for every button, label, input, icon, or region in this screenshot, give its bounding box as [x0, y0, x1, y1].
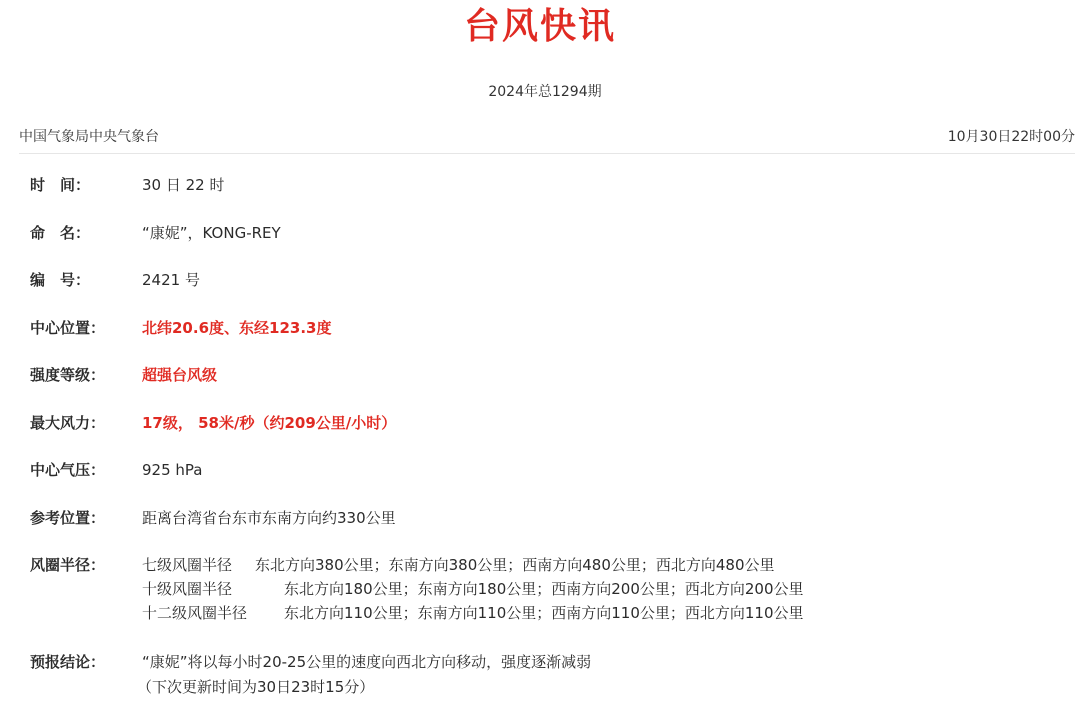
page-title: 台风快讯 [463, 6, 616, 47]
pressure-label: 中心气压： [30, 461, 106, 479]
name-label: 命 名： [30, 224, 91, 242]
time-label: 时 间： [30, 176, 91, 194]
forecast-line-1: “康妮”将以每小时20-25公里的速度向西北方向移动，强度逐渐减弱 [142, 653, 592, 671]
center-position-label: 中心位置： [30, 319, 106, 337]
wind-radius-row-12 [142, 602, 804, 624]
reference-value: 距离台湾省台东市东南方向约330公里 [142, 509, 396, 527]
intensity-label: 强度等级： [30, 366, 106, 384]
reference-label: 参考位置： [30, 509, 106, 527]
wind-radius-details: 东北方向110公里；东南方向110公里；西南方向110公里；西北方向110公里 [284, 604, 804, 622]
pressure-value: 925 hPa [142, 461, 203, 479]
number-label: 编 号： [30, 271, 91, 289]
publish-timestamp: 10月30日22时00分 [947, 129, 1075, 145]
wind-radius-category: 十二级风圈半径 [142, 604, 248, 622]
time-value: 30 日 22 时 [142, 176, 225, 194]
wind-radius-details: 东北方向180公里；东南方向180公里；西南方向200公里；西北方向200公里 [284, 580, 804, 598]
header-divider [19, 153, 1075, 154]
intensity-value: 超强台风级 [142, 366, 218, 384]
number-value: 2421 号 [142, 271, 200, 289]
forecast-label: 预报结论： [30, 653, 106, 671]
center-position-value: 北纬20.6度、东经123.3度 [142, 319, 332, 337]
wind-radius-label: 风圈半径： [30, 556, 106, 574]
agency-name: 中国气象局中央气象台 [19, 129, 159, 145]
issue-number: 2024年总1294期 [488, 84, 602, 100]
name-value: “康妮”，KONG-REY [142, 224, 281, 242]
wind-radius-details: 东北方向380公里；东南方向380公里；西南方向480公里；西北方向480公里 [255, 556, 775, 574]
wind-radius-row-7 [142, 554, 775, 576]
meta-row [19, 127, 1075, 147]
wind-radius-category: 七级风圈半径 [142, 556, 233, 574]
wind-radius-category: 十级风圈半径 [142, 580, 233, 598]
max-wind-value: 17级， 58米/秒（约209公里/小时） [142, 414, 397, 432]
wind-radius-row-10 [142, 578, 804, 600]
max-wind-label: 最大风力： [30, 414, 106, 432]
forecast-line-2: （下次更新时间为30日23时15分） [137, 678, 375, 696]
